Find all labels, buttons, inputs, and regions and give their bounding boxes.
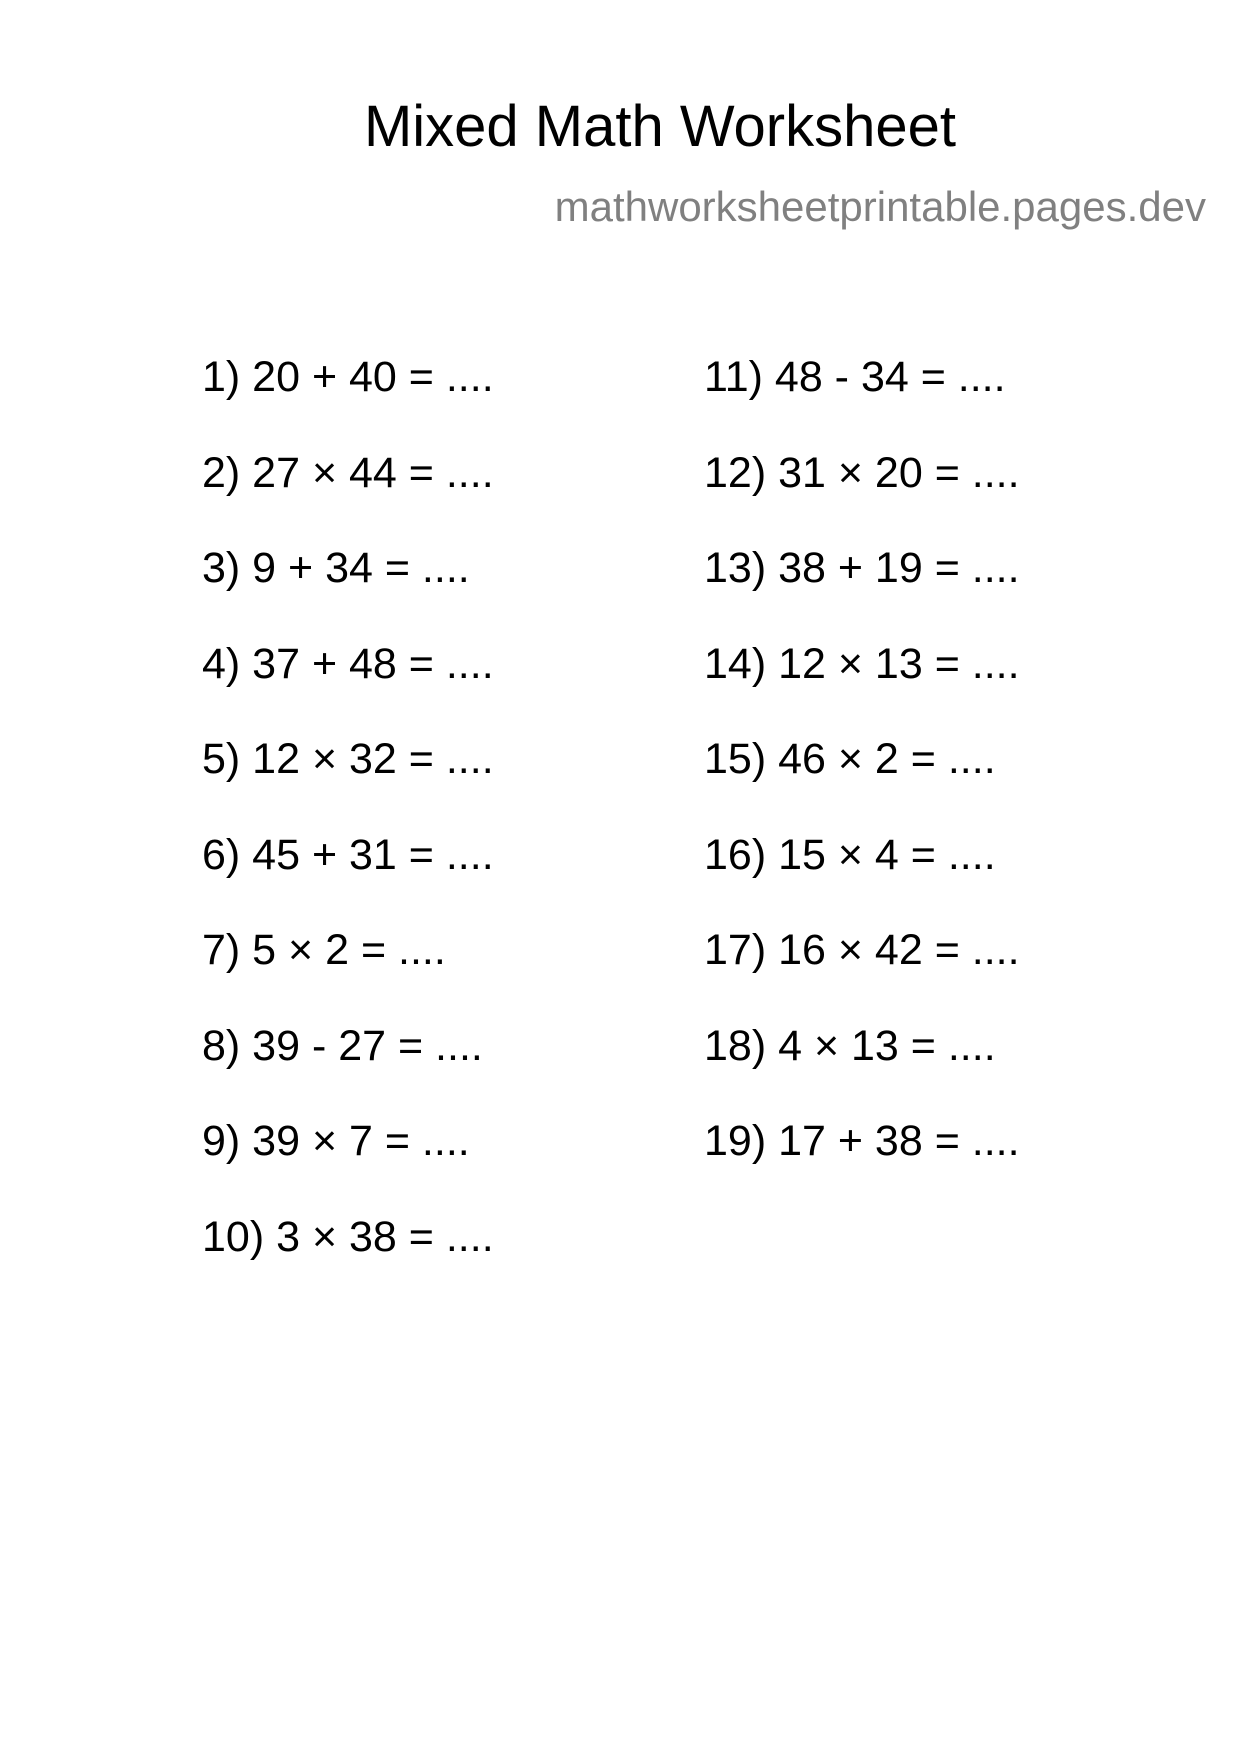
math-problem: 4) 37 + 48 = .... xyxy=(202,639,494,688)
math-problem: 6) 45 + 31 = .... xyxy=(202,830,494,879)
worksheet-title: Mixed Math Worksheet xyxy=(363,94,957,159)
math-problem: 3) 9 + 34 = .... xyxy=(202,544,470,592)
math-problem: 10) 3 × 38 = .... xyxy=(202,1212,494,1261)
math-problem: 17) 16 × 42 = .... xyxy=(704,926,1020,974)
math-problem: 7) 5 × 2 = .... xyxy=(202,926,446,974)
math-problem: 18) 4 × 13 = .... xyxy=(704,1021,996,1070)
math-problem: 16) 15 × 4 = .... xyxy=(704,830,996,879)
math-problem: 1) 20 + 40 = .... xyxy=(202,353,494,401)
math-problem: 13) 38 + 19 = .... xyxy=(704,544,1020,592)
math-problem: 15) 46 × 2 = .... xyxy=(704,735,996,783)
problem-column-left xyxy=(202,353,494,1311)
problem-column-right xyxy=(704,353,1020,1216)
math-problem: 11) 48 - 34 = .... xyxy=(704,353,1006,401)
math-problem: 14) 12 × 13 = .... xyxy=(704,639,1020,688)
website-url: mathworksheetprintable.pages.dev xyxy=(554,183,1206,230)
math-problem: 19) 17 + 38 = .... xyxy=(704,1117,1020,1165)
math-problem: 5) 12 × 32 = .... xyxy=(202,735,494,783)
math-problem: 9) 39 × 7 = .... xyxy=(202,1117,470,1165)
math-problem: 2) 27 × 44 = .... xyxy=(202,448,494,497)
math-problem: 8) 39 - 27 = .... xyxy=(202,1021,483,1070)
math-problem: 12) 31 × 20 = .... xyxy=(704,448,1020,497)
